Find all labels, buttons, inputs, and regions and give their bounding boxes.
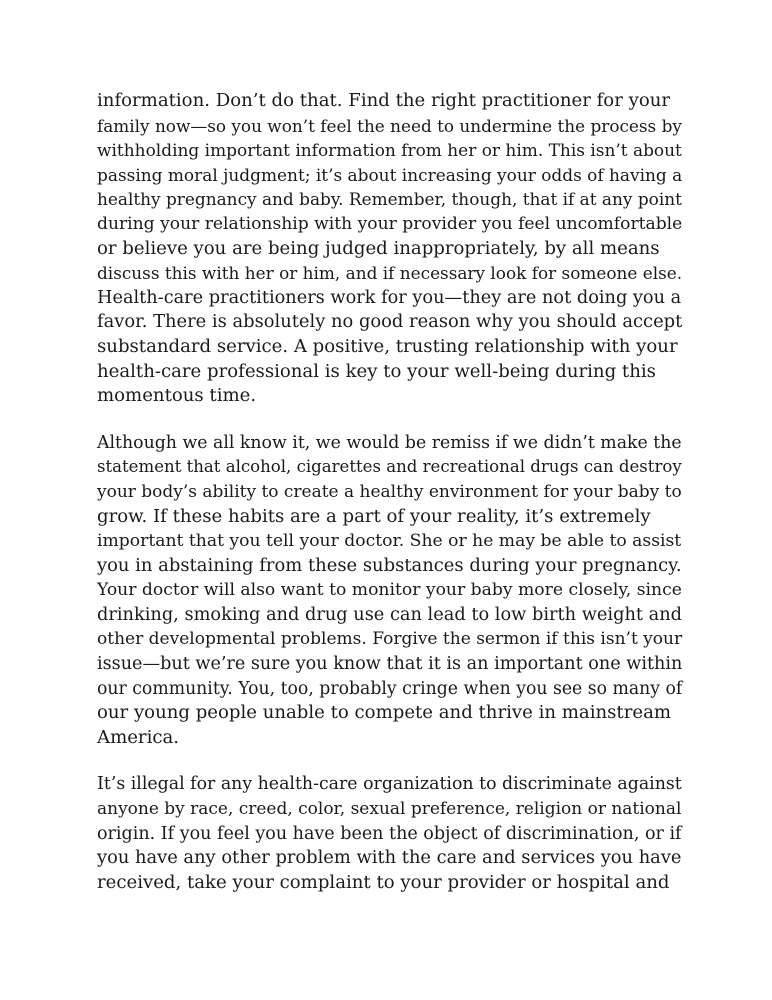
text-line: during your relationship with your provider you feel uncomfortable: [97, 213, 683, 234]
text-line: your body’s ability to create a healthy environment for your baby to: [97, 481, 682, 502]
text-line: It’s illegal for any health-care organization to discriminate against: [97, 774, 682, 795]
text-line: momentous time.: [97, 385, 257, 407]
text-line: passing moral judgment; it’s about increasing your odds of having a: [97, 164, 683, 185]
text-line: withholding important information from her or him. This isn’t about: [97, 140, 682, 161]
text-line: you have any other problem with the care and services you have: [97, 847, 682, 869]
text-line: drinking, smoking and drug use can lead to low birth weight and: [97, 604, 683, 625]
text-line: received, take your complaint to your provider or hospital and: [97, 871, 670, 893]
paragraph-discrimination: [97, 772, 682, 895]
text-line: America.: [97, 726, 180, 748]
text-line: Your doctor will also want to monitor your baby more closely, since: [97, 580, 682, 601]
text-line: healthy pregnancy and baby. Remember, though, that if at any point: [97, 189, 682, 210]
text-line: you in abstaining from these substances during your pregnancy.: [97, 554, 682, 576]
text-line: other developmental problems. Forgive the sermon if this isn’t your: [97, 629, 683, 650]
text-line: information. Don’t do that. Find the right practitioner for your: [97, 90, 671, 111]
text-line: issue—but we’re sure you know that it is an important one within: [97, 654, 683, 675]
text-line: statement that alcohol, cigarettes and recreational drugs can destroy: [97, 457, 682, 477]
text-line: Although we all know it, we would be remiss if we didn’t make the: [97, 432, 682, 453]
text-line: important that you tell your doctor. She or he may be able to assist: [97, 531, 682, 552]
document-page: [97, 89, 682, 917]
text-line: origin. If you feel you have been the object of discrimination, or if: [97, 823, 682, 844]
text-line: our young people unable to compete and thrive in mainstream: [97, 702, 672, 724]
paragraph-practitioner: [97, 89, 682, 409]
text-line: family now—so you won’t feel the need to undermine the process by: [97, 115, 682, 136]
text-line: anyone by race, creed, color, sexual preference, religion or national: [97, 799, 682, 820]
text-line: health-care professional is key to your well-being during this: [97, 360, 656, 382]
text-line: or believe you are being judged inappropriately, by all means: [97, 237, 660, 259]
text-line: Health-care practitioners work for you—they are not doing you a: [97, 287, 682, 308]
text-line: grow. If these habits are a part of your reality, it’s extremely: [97, 505, 651, 527]
text-line: favor. There is absolutely no good reason why you should accept: [97, 311, 683, 333]
text-line: substandard service. A positive, trusting relationship with your: [97, 335, 678, 357]
paragraph-substances: [97, 431, 682, 751]
text-line: discuss this with her or him, and if necessary look for someone else.: [97, 263, 683, 284]
text-line: our community. You, too, probably cringe when you see so many of: [97, 678, 683, 699]
